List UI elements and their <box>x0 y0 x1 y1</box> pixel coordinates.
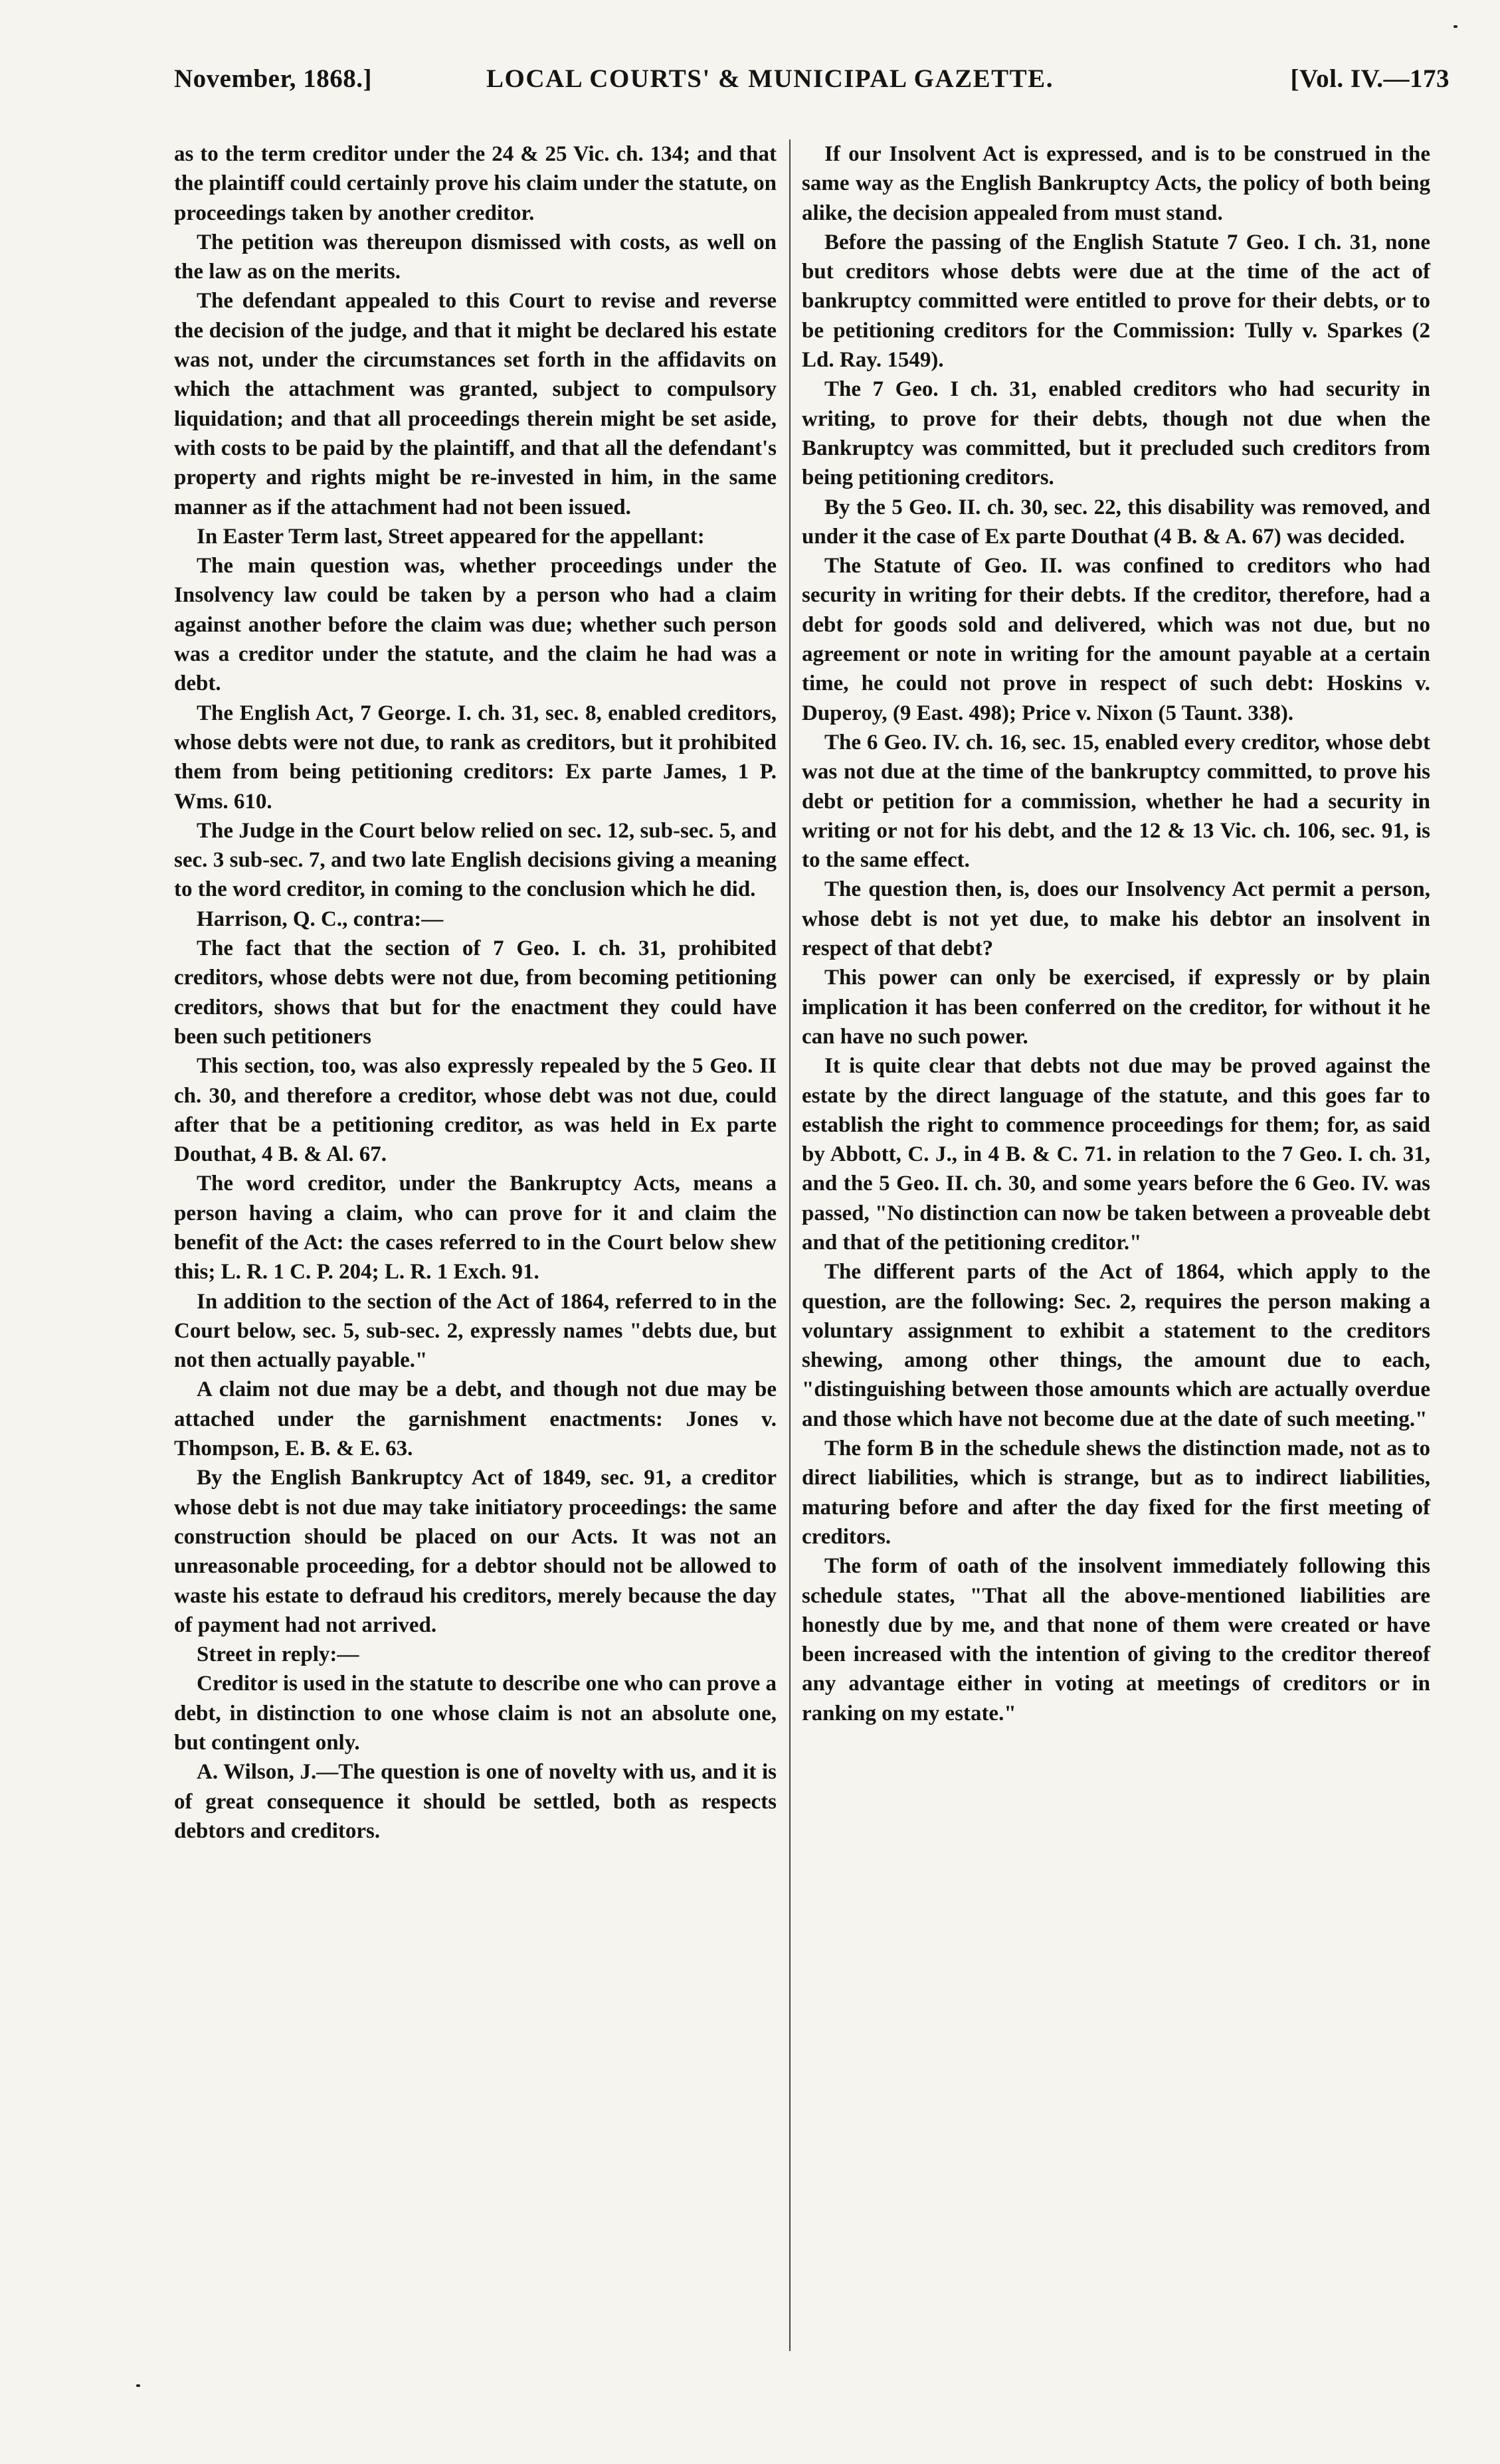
left-column-paragraph: The defendant appealed to this Court to revise and reverse the decision of the judge, and that it might be declared his estate was not, under the circumstances set forth in the affidavits on which the attachment was granted, subject to compulsory liquidation; and that all proceedings therein might be set aside, with costs to be paid by the plaintiff, and that all the defendant's property and rights might be re-invested in him, in the same manner as if the attachment had not been issued. <box>174 289 777 519</box>
left-column-paragraph: In Easter Term last, Street appeared for the appellant: <box>197 524 705 549</box>
right-column-paragraph: If our Insolvent Act is expressed, and is to be construed in the same way as the English Bankruptcy Acts, the policy of both being alike, the decision appealed from must stand. <box>802 142 1430 225</box>
page-speck <box>1453 25 1457 28</box>
left-column-paragraph: The main question was, whether proceedings under the Insolvency law could be taken by a person who had a claim against another before the claim was due; whether such person was a creditor under the statute, and the claim he had was a debt. <box>174 554 777 696</box>
header-volume: [Vol. IV.—173 <box>1290 64 1450 93</box>
right-column-paragraph: The form B in the schedule shews the distinction made, not as to direct liabilities, which is strange, but as to indirect liabilities, maturing before and after the day fixed for the first meeting of creditors. <box>802 1437 1430 1549</box>
left-column-paragraph: Creditor is used in the statute to describe one who can prove a debt, in distinction to one whose claim is not an absolute one, but contingent only. <box>174 1672 777 1755</box>
right-column-paragraph: The 7 Geo. I ch. 31, enabled creditors who had security in writing, to prove for their debts, though not due when the Bankruptcy was committed, but it precluded such creditors from being petitioning creditors. <box>802 377 1430 490</box>
left-column-paragraph: Harrison, Q. C., contra:— <box>197 907 444 931</box>
left-column-paragraph: A claim not due may be a debt, and though not due may be attached under the garnishment enactments: Jones v. Thompson, E. B. & E. 63. <box>174 1377 777 1461</box>
right-column-paragraph: The Statute of Geo. II. was confined to creditors who had security in writing for their debts. If the creditor, therefore, had a debt for goods sold and delivered, which was not due, but no agreement or note in writing for the amount payable at a certain time, he could not prove in respect of such debt: Hoskins v. Duperoy, (9 East. 498); Price v. Nixon (5 Taunt. 338). <box>802 554 1430 725</box>
right-column-paragraph: By the 5 Geo. II. ch. 30, sec. 22, this disability was removed, and under it the case of Ex parte Douthat (4 B. & A. 67) was decided. <box>802 495 1430 549</box>
left-column-paragraph: as to the term creditor under the 24 & 25 Vic. ch. 134; and that the plaintiff could certainly prove his claim under the statute, on proceedings taken by another creditor. <box>174 142 777 225</box>
right-column-paragraph: This power can only be exercised, if expressly or by plain implication it has been conferred on the creditor, for without it he can have no such power. <box>802 966 1430 1049</box>
left-column-paragraph: The fact that the section of 7 Geo. I. ch. 31, prohibited creditors, whose debts were not due, from becoming petitioning creditors, shows that but for the enactment they could have been such petitioners <box>174 936 777 1049</box>
column-divider <box>789 139 791 2351</box>
left-column-paragraph: By the English Bankruptcy Act of 1849, sec. 91, a creditor whose debt is not due may take initiatory proceedings: the same construction should be placed on our Acts. It was not an unreasonable proceeding, for a debtor should not be allowed to waste his estate to defraud his creditors, merely because the day of payment had not arrived. <box>174 1466 777 1637</box>
right-column-paragraph: The 6 Geo. IV. ch. 16, sec. 15, enabled every creditor, whose debt was not due at the time of the bankruptcy committed, to prove his debt or petition for a commission, whether he had a security in writing or not for his debt, and the 12 & 13 Vic. ch. 106, sec. 91, is to the same effect. <box>802 730 1430 873</box>
right-column-paragraph: Before the passing of the English Statute 7 Geo. I ch. 31, none but creditors whose debts were due at the time of the act of bankruptcy committed were entitled to prove for their debts, or to be petitioning creditors for the Commission: Tully v. Sparkes (2 Ld. Ray. 1549). <box>802 230 1430 373</box>
right-column <box>802 139 1430 1728</box>
header-date: November, 1868.] <box>174 64 372 93</box>
header-title: LOCAL COURTS' & MUNICIPAL GAZETTE. <box>486 64 1054 93</box>
right-column-paragraph: The form of oath of the insolvent immediately following this schedule states, "That all the above-mentioned liabilities are honestly due by me, and that none of them were created or have been increased with the intention of giving to the creditor thereof any advantage either in voting at meetings of creditors or in ranking on my estate." <box>802 1554 1430 1725</box>
page-header <box>174 64 1450 110</box>
left-column-paragraph: In addition to the section of the Act of 1864, referred to in the Court below, sec. 5, sub-sec. 2, expressly names "debts due, but not then actually payable." <box>174 1289 777 1373</box>
left-column-paragraph: Street in reply:— <box>197 1642 359 1667</box>
left-column-paragraph: A. Wilson, J.—The question is one of novelty with us, and it is of great consequence it should be settled, both as respects debtors and creditors. <box>174 1760 777 1843</box>
right-column-paragraph: It is quite clear that debts not due may be proved against the estate by the direct language of the statute, and this goes far to establish the right to commence proceedings for them; for, as said by Abbott, C. J., in 4 B. & C. 71. in relation to the 7 Geo. I. ch. 31, and the 5 Geo. II. ch. 30, and some years before the 6 Geo. IV. was passed, "No distinction can now be taken between a proveable debt and that of the petitioning creditor." <box>802 1054 1430 1255</box>
left-column-paragraph: This section, too, was also expressly repealed by the 5 Geo. II ch. 30, and therefore a creditor, whose debt was not due, could after that be a petitioning creditor, as was held in Ex parte Douthat, 4 B. & Al. 67. <box>174 1054 777 1167</box>
right-column-paragraph: The question then, is, does our Insolvency Act permit a person, whose debt is not yet due, to make his debtor an insolvent in respect of that debt? <box>802 877 1430 961</box>
left-column <box>174 139 777 1846</box>
right-column-paragraph: The different parts of the Act of 1864, which apply to the question, are the following: Sec. 2, requires the person making a voluntary assignment to exhibit a statement to the creditors shewing, among other things, the amount due to each, "distinguishing between those amounts which are actually overdue and those which have not become due at the date of such meeting." <box>802 1260 1430 1431</box>
left-column-paragraph: The word creditor, under the Bankruptcy Acts, means a person having a claim, who can prove for it and claim the benefit of the Act: the cases referred to in the Court below shew this; L. R. 1 C. P. 204; L. R. 1 Exch. 91. <box>174 1172 777 1284</box>
left-column-paragraph: The Judge in the Court below relied on sec. 12, sub-sec. 5, and sec. 3 sub-sec. 7, and two late English decisions giving a meaning to the word creditor, in coming to the conclusion which he did. <box>174 818 777 902</box>
page-speck <box>136 2384 140 2387</box>
left-column-paragraph: The petition was thereupon dismissed with costs, as well on the law as on the merits. <box>174 230 777 284</box>
left-column-paragraph: The English Act, 7 George. I. ch. 31, sec. 8, enabled creditors, whose debts were not due, to rank as creditors, but it prohibited them from being petitioning creditors: Ex parte James, 1 P. Wms. 610. <box>174 701 777 814</box>
